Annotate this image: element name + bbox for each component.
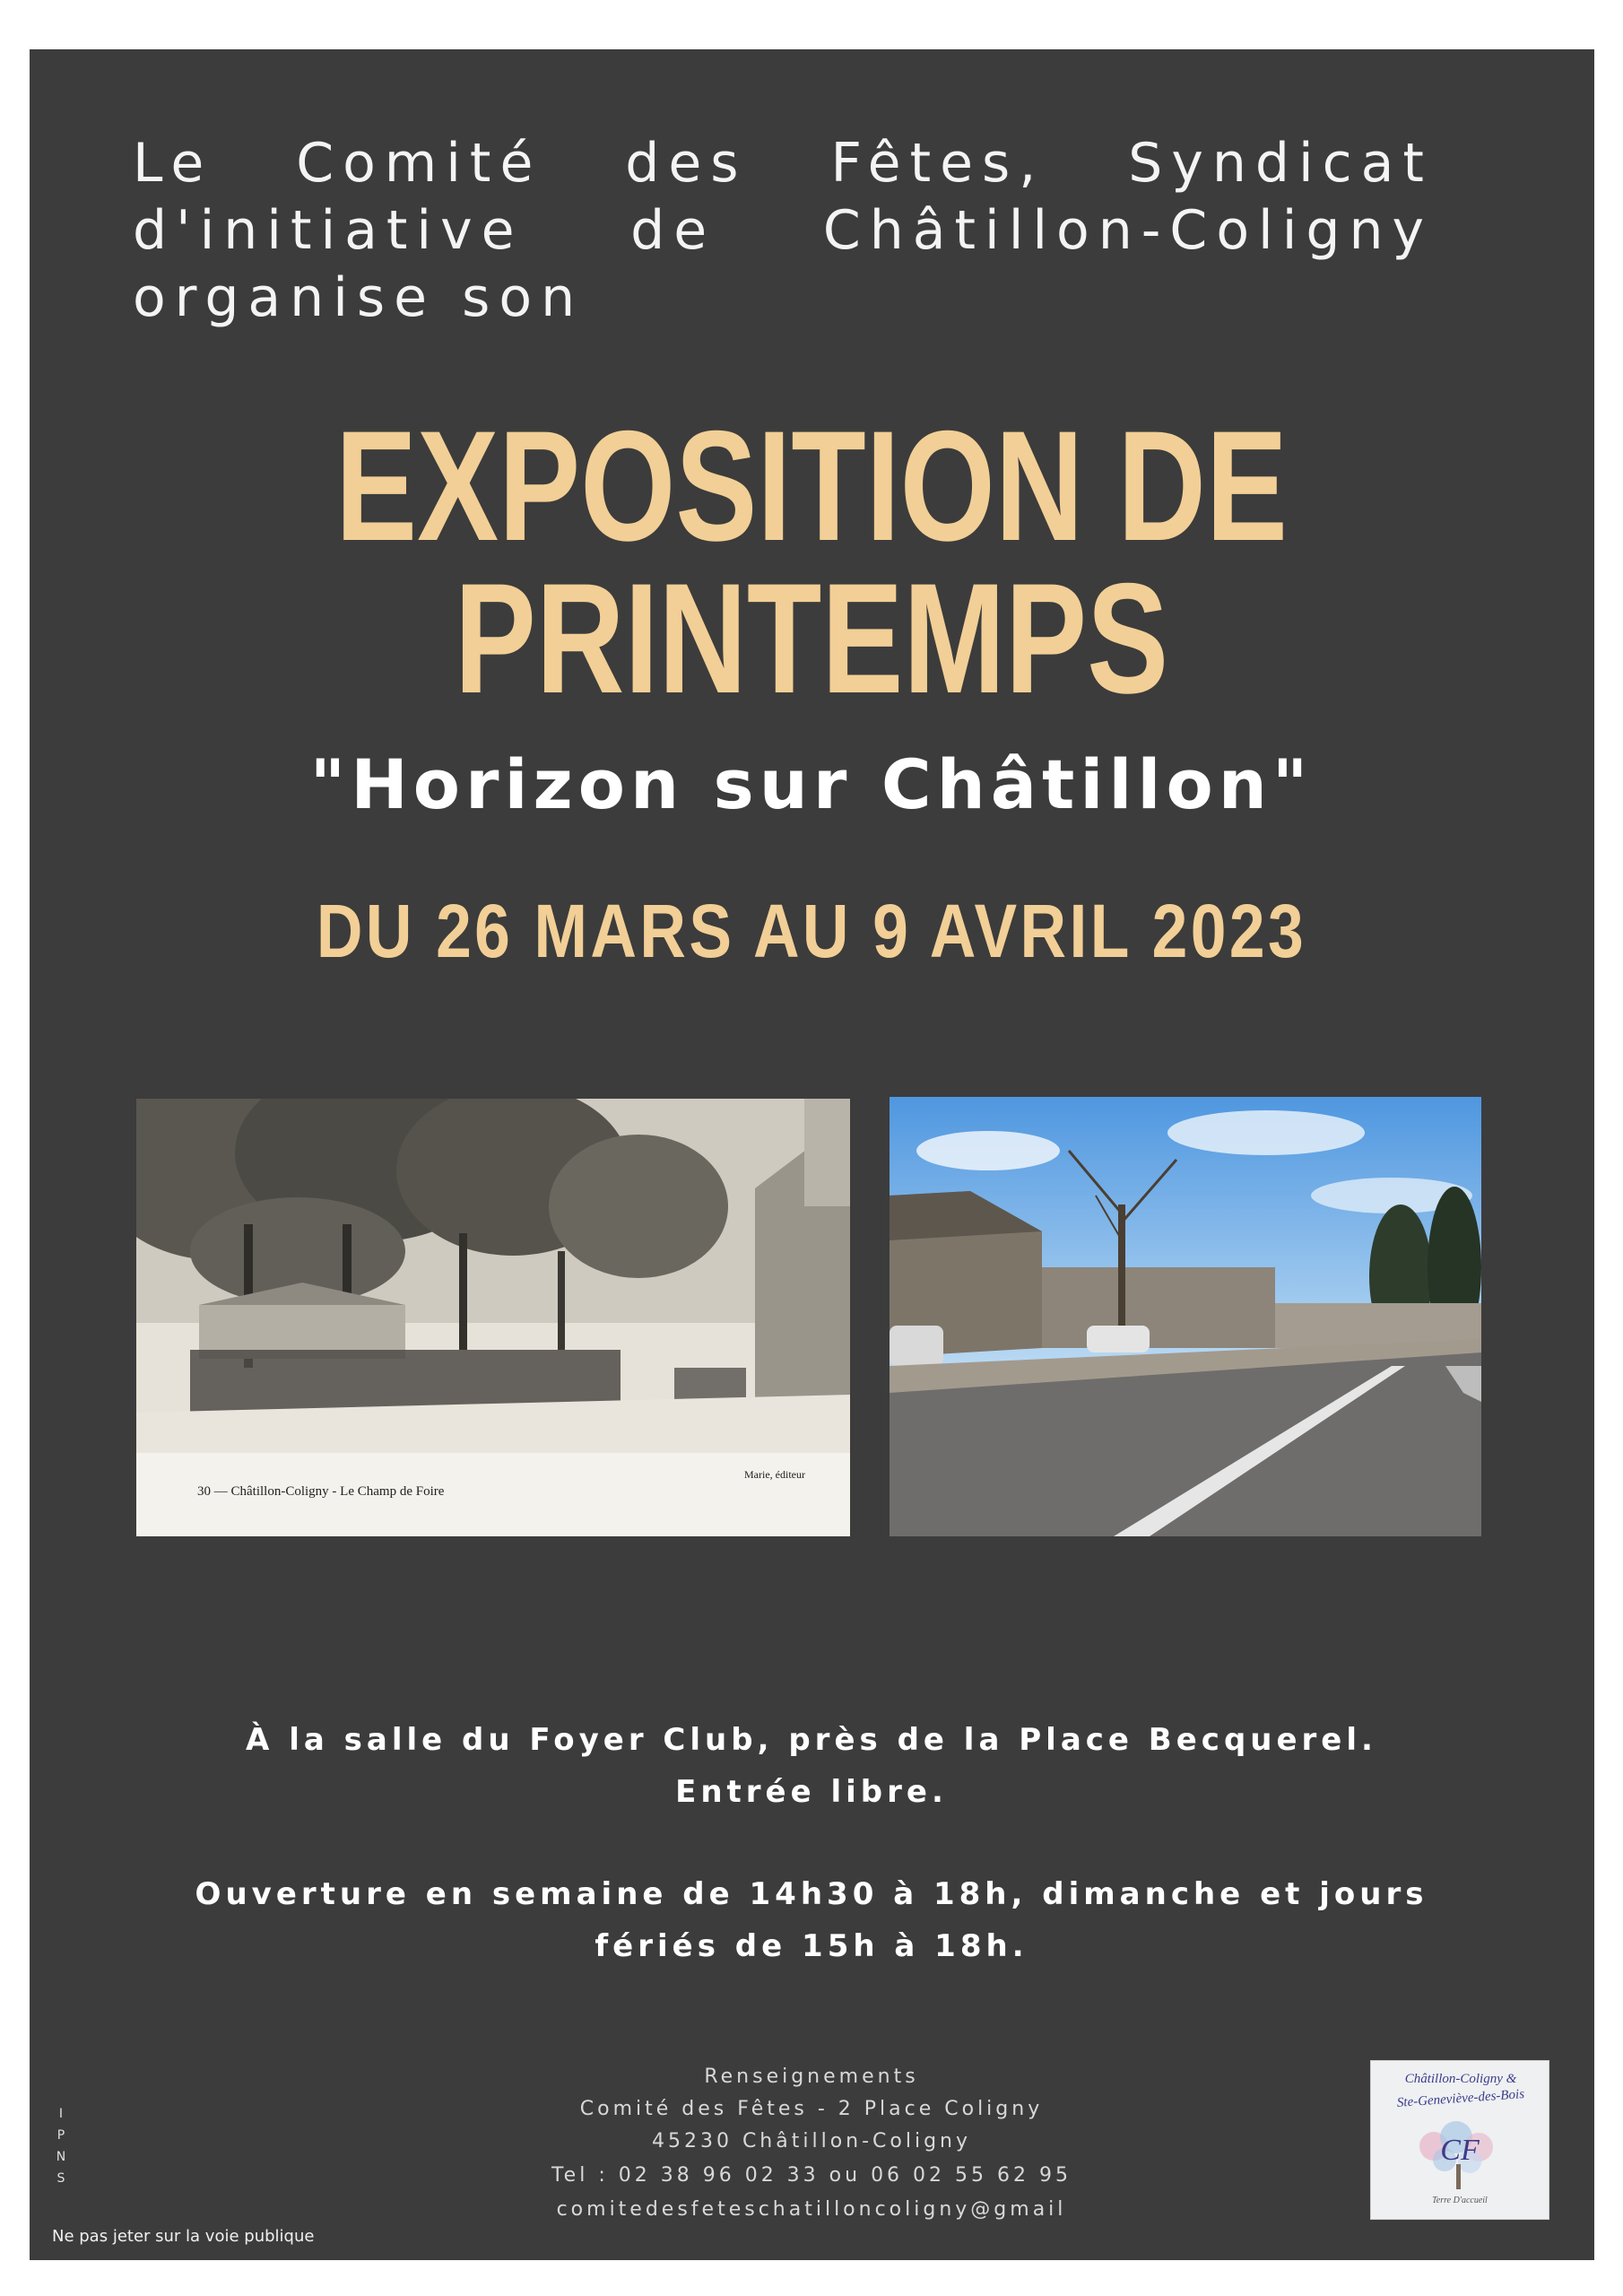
- logo-line-2: Ste-Geneviève-des-Bois: [1396, 2087, 1525, 2110]
- logo-monogram: CF: [1440, 2134, 1480, 2167]
- intro-word: Châtillon-Coligny: [822, 199, 1433, 262]
- exhibition-title-line-1: EXPOSITION DE: [335, 399, 1288, 574]
- intro-word: Fêtes,: [830, 132, 1046, 195]
- exhibition-subtitle: "Horizon sur Châtillon": [309, 744, 1314, 824]
- litter-notice: Ne pas jeter sur la voie publique: [52, 2227, 315, 2246]
- old-postcard-illustration: [136, 1099, 850, 1536]
- logo-line-1: Châtillon-Coligny &: [1404, 2072, 1517, 2086]
- intro-word: Comité: [296, 132, 542, 195]
- intro-text: [133, 130, 1433, 332]
- old-photo-editor: Marie, éditeur: [744, 1468, 805, 1481]
- intro-word: Le: [133, 132, 213, 195]
- committee-logo: [1370, 2060, 1549, 2220]
- contact-city: 45230 Châtillon-Coligny: [651, 2130, 972, 2152]
- intro-word: d'initiative: [133, 199, 524, 262]
- ipns-letter: N: [56, 2150, 66, 2164]
- exhibition-title-line-2: PRINTEMPS: [454, 552, 1169, 726]
- old-photo-caption: 30 — Châtillon-Coligny - Le Champ de Foire: [197, 1484, 445, 1499]
- contact-organisation: Comité des Fêtes - 2 Place Coligny: [579, 2098, 1044, 2120]
- entry-text: Entrée libre.: [675, 1774, 948, 1810]
- ipns-letter: S: [56, 2171, 65, 2186]
- contact-phone: Tel : 02 38 96 02 33 ou 06 02 55 62 95: [551, 2164, 1072, 2187]
- ipns-letter: I: [58, 2107, 64, 2121]
- modern-street-photo: [890, 1097, 1481, 1536]
- intro-line-1: [133, 130, 1433, 197]
- contact-email[interactable]: comitedesfeteschatilloncoligny@gmail: [556, 2198, 1067, 2221]
- intro-word: de: [630, 199, 716, 262]
- exhibition-dates: DU 26 MARS AU 9 AVRIL 2023: [316, 889, 1307, 973]
- modern-street-illustration: [890, 1097, 1481, 1536]
- old-postcard-photo: [136, 1099, 850, 1536]
- intro-line-3: organise son: [133, 266, 585, 329]
- ipns-mark: [52, 2103, 70, 2189]
- intro-word: des: [625, 132, 748, 195]
- venue-text: À la salle du Foyer Club, près de la Place Becquerel.: [246, 1722, 1377, 1758]
- intro-line-2: [133, 197, 1433, 265]
- ipns-letter: P: [56, 2128, 65, 2143]
- contact-heading: Renseignements: [704, 2066, 919, 2088]
- opening-hours-line-2: fériés de 15h à 18h.: [595, 1928, 1028, 1964]
- intro-word: Syndicat: [1128, 132, 1433, 195]
- opening-hours-line-1: Ouverture en semaine de 14h30 à 18h, dimanche et jours: [195, 1876, 1428, 1912]
- logo-tagline: Terre D'accueil: [1432, 2196, 1488, 2205]
